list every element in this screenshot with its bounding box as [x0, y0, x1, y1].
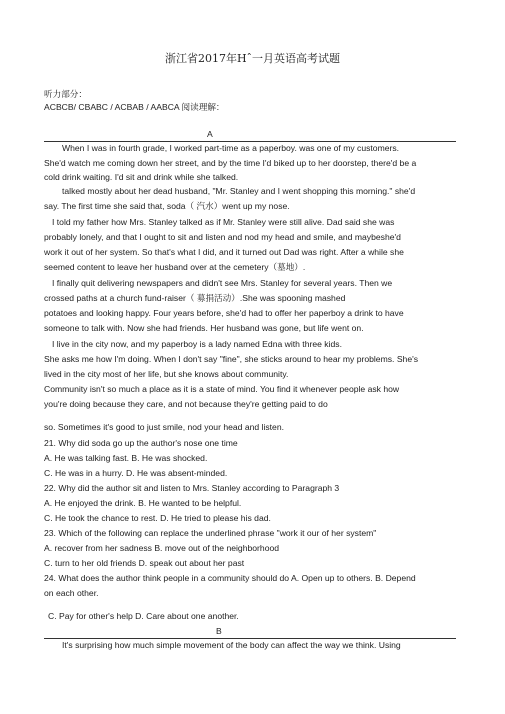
answers-line: ACBCB/ CBABC / ACBAB / AABCA 阅读理解： — [44, 102, 225, 112]
passage-line: say. The first time she said that, soda（ 汽水）went up my nose. — [44, 201, 290, 211]
passage-line: When I was in fourth grade, I worked part-time as a paperboy. was one of my customers. — [62, 143, 400, 153]
passage-line: I told my father how Mrs. Stanley talked as if Mr. Stanley were still alive. Dad said she was — [52, 217, 395, 227]
question-line: C. He was in a hurry. D. He was absent-minded. — [44, 468, 228, 478]
passage-line: cold drink waiting. I'd sit and drink while she talked. — [44, 172, 239, 182]
question-line: 22. Why did the author sit and listen to Mrs. Stanley according to Paragraph 3 — [44, 483, 340, 493]
passage-line: talked mostly about her dead husband, "Mr. Stanley and I went shopping this morning." she'd — [62, 186, 416, 196]
passage-line: crossed paths at a church fund-raiser（ 募捐活动）.She was spooning mashed — [44, 293, 346, 303]
question-line: C. He took the chance to rest. D. He tried to please his dad. — [44, 513, 271, 523]
question-line: 24. What does the author think people in a community should do A. Open up to others. B. Depend — [44, 573, 416, 583]
passage-line: It's surprising how much simple movement of the body can affect the way we think. Using — [62, 640, 401, 650]
question-line: A. He was talking fast. B. He was shocked. — [44, 453, 208, 463]
section-a-letter: A — [207, 129, 213, 139]
passage-line: you're doing because they care, and not because they're getting paid to do — [44, 399, 328, 409]
section-b-letter: B — [216, 626, 222, 636]
question-line: on each other. — [44, 588, 99, 598]
passage-line: I finally quit delivering newspapers and didn't see Mrs. Stanley for several years. Then we — [52, 278, 393, 288]
passage-line: She asks me how I'm doing. When I don't say "fine", she sticks around to hear my problems. She's — [44, 354, 419, 364]
passage-line: potatoes and looking happy. Four years before, she'd had to offer her paperboy a drink to have — [44, 308, 404, 318]
passage-line: I live in the city now, and my paperboy is a lady named Edna with three kids. — [52, 339, 342, 349]
passage-line: seemed content to leave her husband over at the cemetery（墓地）. — [44, 262, 306, 272]
question-line: C. turn to her old friends D. speak out about her past — [44, 558, 245, 568]
passage-line: lived in the city most of her life, but she knows about community. — [44, 369, 289, 379]
question-line: 23. Which of the following can replace the underlined phrase "work it our of her system" — [44, 528, 377, 538]
passage-line: She'd watch me coming down her street, and by the time I'd biked up to her doorstep, there'd be a — [44, 158, 417, 168]
question-line: A. He enjoyed the drink. B. He wanted to be helpful. — [44, 498, 242, 508]
passage-line: work it out of her system. So that's what I did, and it turned out Dad was right. After a while she — [44, 247, 404, 257]
question-line: A. recover from her sadness B. move out of the neighborhood — [44, 543, 280, 553]
passage-line: someone to talk with. Now she had friends. Her husband was gone, but life went on. — [44, 323, 364, 333]
passage-line: probably lonely, and that I ought to sit and listen and nod my head and smile, and maybeshe'd — [44, 232, 401, 242]
question-line: 21. Why did soda go up the author's nose one time — [44, 438, 238, 448]
page-title: 浙江省2017年Hˆ一月英语高考试题 — [164, 52, 341, 65]
listening-label: 听力部分： — [44, 90, 87, 100]
question-line: C. Pay for other's help D. Care about one another. — [48, 611, 239, 621]
passage-line: Community isn't so much a place as it is a state of mind. You find it whenever people ask how — [44, 384, 400, 394]
passage-line: so. Sometimes it's good to just smile, nod your head and listen. — [44, 422, 285, 432]
